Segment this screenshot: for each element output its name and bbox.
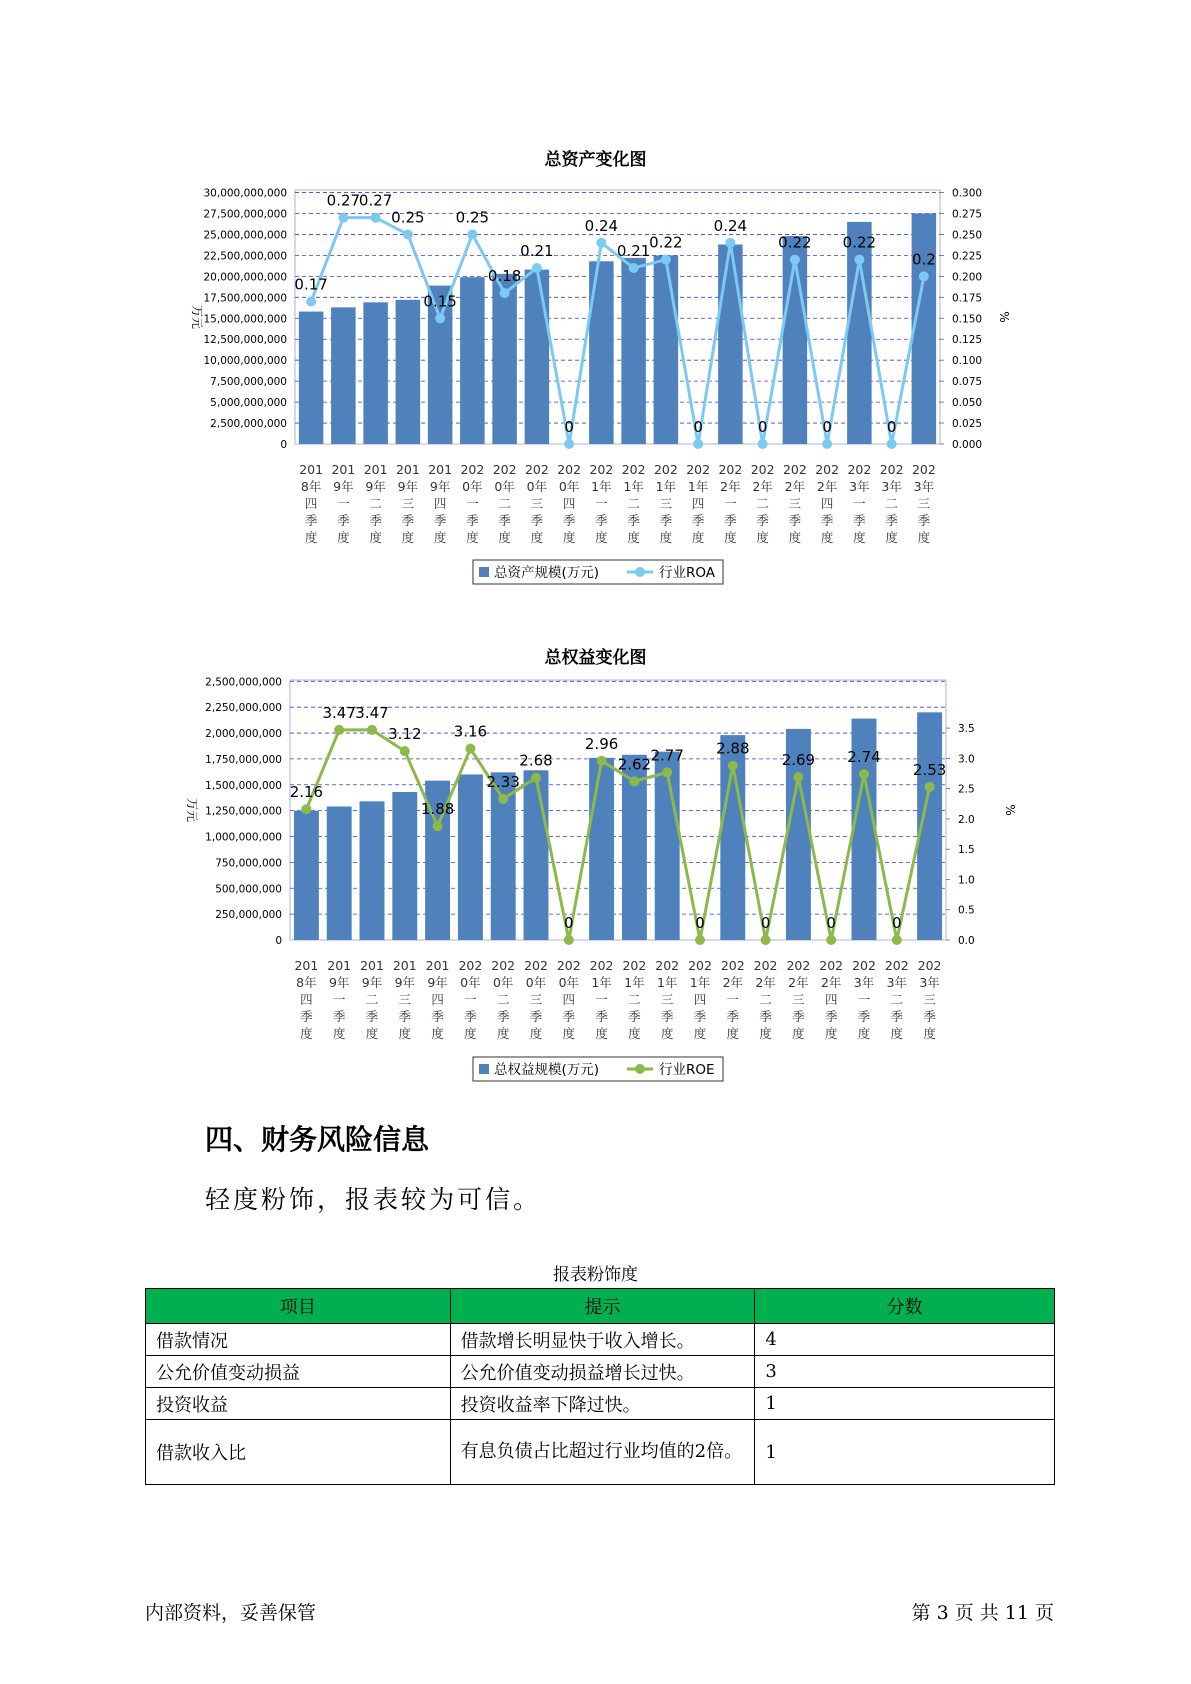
assets-y-tick-label: 0 xyxy=(280,439,287,451)
equity-x-tick-label: 202 0年一季度 xyxy=(458,958,483,1041)
header-hint: 提示 xyxy=(450,1289,755,1324)
assets-x-tick-label: 202 1年三季度 xyxy=(653,462,678,545)
assets-data-label: 0.22 xyxy=(649,233,683,252)
footer-confidential: 内部资料，妥善保管 xyxy=(145,1602,317,1624)
equity-data-label: 3.47 xyxy=(355,703,389,722)
equity-y-tick-label: 2,250,000,000 xyxy=(205,702,282,715)
assets-y2-tick-label: 0.250 xyxy=(952,229,983,242)
assets-y-tick-label: 22,500,000,000 xyxy=(203,250,287,263)
equity-y-tick-label: 500,000,000 xyxy=(215,883,282,896)
equity-y2-tick-label: 2.5 xyxy=(958,783,975,796)
equity-x-tick-label: 202 1年二季度 xyxy=(622,958,647,1041)
assets-x-tick-label: 202 3年三季度 xyxy=(911,462,936,545)
equity-line-point xyxy=(498,794,508,804)
equity-line-point xyxy=(564,935,574,945)
assets-x-tick-label: 202 1年二季度 xyxy=(621,462,646,545)
assets-y2-axis-title: % xyxy=(997,311,1011,323)
equity-data-label: 0 xyxy=(695,914,705,932)
equity-y2-tick-label: 3.5 xyxy=(958,723,975,736)
section-title: 四、财务风险信息 xyxy=(205,1123,430,1156)
equity-bar xyxy=(524,770,549,940)
footer-page-number: 第 3 页 共 11 页 xyxy=(911,1602,1054,1624)
equity-x-tick-label: 202 1年三季度 xyxy=(655,958,680,1041)
equity-data-label: 2.33 xyxy=(486,772,520,791)
equity-line-point xyxy=(367,725,377,735)
assets-data-label: 0 xyxy=(822,418,832,436)
assets-y2-tick-label: 0.275 xyxy=(952,208,983,221)
table-row xyxy=(146,1356,1055,1388)
equity-line-point xyxy=(793,772,803,782)
assets-data-label: 0.24 xyxy=(584,216,619,235)
header-item: 项目 xyxy=(146,1289,451,1324)
assets-data-label: 0.21 xyxy=(616,241,651,260)
equity-line-point xyxy=(433,821,443,831)
assets-x-tick-label: 201 8年四季度 xyxy=(299,462,324,545)
equity-y-tick-label: 1,000,000,000 xyxy=(205,831,282,844)
row-item: 公允价值变动损益 xyxy=(146,1356,451,1388)
assets-data-label: 0.17 xyxy=(294,275,328,294)
assets-x-tick-label: 201 9年三季度 xyxy=(395,462,420,545)
equity-data-label: 3.12 xyxy=(388,725,422,744)
equity-line-point xyxy=(826,935,836,945)
assets-data-label: 0.18 xyxy=(487,267,522,286)
table-header-row xyxy=(146,1289,1055,1324)
equity-legend-bar-label: 总权益规模(万元) xyxy=(494,1062,600,1078)
equity-x-tick-label: 202 0年四季度 xyxy=(556,958,581,1041)
assets-x-tick-label: 201 9年二季度 xyxy=(363,462,388,545)
equity-y-tick-label: 1,250,000,000 xyxy=(205,805,282,818)
equity-data-label: 2.16 xyxy=(289,783,324,802)
assets-y-tick-label: 15,000,000,000 xyxy=(203,313,287,326)
equity-bar xyxy=(589,758,614,940)
assets-y-tick-label: 2,500,000,000 xyxy=(210,418,287,431)
equity-y-axis-title: 万元 xyxy=(185,797,199,823)
assets-legend-line-label: 行业ROA xyxy=(659,565,716,581)
equity-x-tick-label: 202 2年二季度 xyxy=(753,958,778,1041)
equity-y2-tick-label: 0.5 xyxy=(958,904,975,917)
equity-line-point xyxy=(859,769,869,779)
assets-data-label: 0.22 xyxy=(778,233,812,252)
risk-summary: 轻度粉饰，报表较为可信。 xyxy=(205,1185,542,1214)
equity-x-tick-label: 201 8年四季度 xyxy=(294,958,319,1041)
equity-x-tick-label: 202 0年三季度 xyxy=(524,958,548,1041)
row-hint: 有息负债占比超过行业均值的2倍。 xyxy=(450,1420,755,1485)
equity-line-point xyxy=(629,776,639,786)
header-score: 分数 xyxy=(755,1289,1055,1324)
assets-x-tick-label: 202 1年四季度 xyxy=(686,462,711,545)
equity-data-label: 0 xyxy=(826,914,836,932)
row-score: 3 xyxy=(755,1356,1055,1388)
assets-y-tick-label: 20,000,000,000 xyxy=(203,271,287,284)
equity-line-point xyxy=(728,761,738,771)
assets-y-tick-label: 17,500,000,000 xyxy=(203,292,287,305)
assets-y2-tick-label: 0.100 xyxy=(952,355,983,368)
equity-data-label: 2.53 xyxy=(912,760,947,779)
equity-data-label: 2.68 xyxy=(519,751,553,770)
assets-x-tick-label: 201 9年一季度 xyxy=(331,462,356,545)
assets-x-tick-label: 202 3年一季度 xyxy=(847,462,872,545)
assets-y-tick-label: 5,000,000,000 xyxy=(210,397,287,410)
equity-bar xyxy=(458,774,483,940)
equity-data-label: 2.77 xyxy=(650,746,684,765)
row-score: 1 xyxy=(755,1388,1055,1420)
equity-line-point xyxy=(695,935,705,945)
equity-line-point xyxy=(334,725,344,735)
assets-data-label: 0.27 xyxy=(326,191,361,210)
equity-bar xyxy=(360,801,385,940)
equity-data-label: 3.16 xyxy=(453,722,488,741)
equity-x-tick-label: 202 3年二季度 xyxy=(884,958,909,1041)
equity-line-point xyxy=(892,935,902,945)
row-score: 1 xyxy=(755,1420,1055,1485)
risk-table xyxy=(145,1288,1055,1485)
equity-y-tick-label: 1,500,000,000 xyxy=(205,779,282,792)
equity-data-label: 2.96 xyxy=(584,734,619,753)
assets-x-tick-label: 201 9年四季度 xyxy=(428,462,453,545)
assets-x-tick-label: 202 0年二季度 xyxy=(492,462,517,545)
assets-y2-tick-label: 0.200 xyxy=(952,271,983,284)
equity-y2-tick-label: 2.0 xyxy=(958,813,975,826)
assets-y-tick-label: 12,500,000,000 xyxy=(203,334,287,347)
row-item: 借款情况 xyxy=(146,1324,451,1356)
assets-y-tick-label: 10,000,000,000 xyxy=(203,355,287,368)
equity-bar xyxy=(294,811,319,940)
assets-y2-tick-label: 0.225 xyxy=(952,250,983,263)
assets-y2-tick-label: 0.075 xyxy=(952,376,983,389)
assets-y2-tick-label: 0.025 xyxy=(952,418,983,431)
assets-y-tick-label: 27,500,000,000 xyxy=(203,208,287,221)
assets-y2-tick-label: 0.300 xyxy=(952,187,983,200)
assets-data-label: 0.27 xyxy=(358,191,393,210)
row-item: 投资收益 xyxy=(146,1388,451,1420)
equity-data-label: 2.62 xyxy=(617,755,652,774)
equity-line-point xyxy=(465,744,475,754)
assets-data-label: 0.2 xyxy=(911,250,936,269)
table-row xyxy=(146,1324,1055,1356)
equity-y2-tick-label: 0.0 xyxy=(958,935,975,947)
equity-line-point xyxy=(400,746,410,756)
assets-y2-tick-label: 0.125 xyxy=(952,334,983,347)
equity-line-point xyxy=(662,767,672,777)
equity-y-tick-label: 750,000,000 xyxy=(215,857,282,870)
assets-data-label: 0 xyxy=(693,418,703,436)
equity-y-tick-label: 250,000,000 xyxy=(215,909,282,922)
equity-legend-bar-swatch xyxy=(479,1064,489,1074)
equity-x-tick-label: 202 2年四季度 xyxy=(819,958,844,1041)
table-row xyxy=(146,1388,1055,1420)
assets-y2-tick-label: 0.000 xyxy=(952,439,983,451)
equity-bar xyxy=(327,807,352,940)
equity-x-tick-label: 201 9年二季度 xyxy=(360,958,384,1041)
assets-x-tick-label: 202 2年四季度 xyxy=(815,462,840,545)
equity-y2-tick-label: 1.5 xyxy=(958,844,975,857)
assets-data-label: 0 xyxy=(757,418,768,436)
equity-data-label: 2.69 xyxy=(781,751,816,770)
equity-x-tick-label: 201 9年四季度 xyxy=(425,958,450,1041)
assets-data-label: 0.22 xyxy=(842,233,877,252)
equity-y-tick-label: 2,000,000,000 xyxy=(205,728,282,741)
row-score: 4 xyxy=(755,1324,1055,1356)
row-hint: 投资收益率下降过快。 xyxy=(450,1388,755,1420)
equity-data-label: 0 xyxy=(564,914,574,932)
row-hint: 公允价值变动损益增长过快。 xyxy=(450,1356,755,1388)
assets-y2-tick-label: 0.175 xyxy=(952,292,983,305)
equity-y-tick-label: 0 xyxy=(275,935,282,947)
equity-data-label: 3.47 xyxy=(322,703,356,722)
equity-data-label: 2.88 xyxy=(716,739,750,758)
equity-y2-axis-title: % xyxy=(1003,804,1017,816)
equity-bar xyxy=(392,792,417,940)
equity-x-tick-label: 201 9年三季度 xyxy=(392,958,417,1041)
assets-y-tick-label: 7,500,000,000 xyxy=(210,376,287,389)
assets-data-label: 0.24 xyxy=(713,216,748,235)
assets-x-tick-label: 202 2年三季度 xyxy=(782,462,807,545)
assets-chart-title: 总资产变化图 xyxy=(544,150,647,170)
assets-data-label: 0.25 xyxy=(455,208,490,227)
equity-data-label: 2.74 xyxy=(847,748,881,767)
equity-y-tick-label: 2,500,000,000 xyxy=(205,676,282,689)
assets-data-label: 0 xyxy=(564,418,574,436)
equity-x-tick-label: 202 0年二季度 xyxy=(491,958,516,1041)
assets-data-label: 0.15 xyxy=(423,292,457,311)
table-caption: 报表粉饰度 xyxy=(553,1265,638,1285)
equity-y-tick-label: 1,750,000,000 xyxy=(205,753,282,766)
assets-data-label: 0.21 xyxy=(520,241,554,260)
assets-x-tick-label: 202 1年一季度 xyxy=(589,462,614,545)
equity-line-point xyxy=(301,804,311,814)
equity-legend-line-label: 行业ROE xyxy=(659,1062,715,1078)
equity-data-label: 0 xyxy=(892,914,902,932)
table-row xyxy=(146,1420,1055,1485)
equity-x-tick-label: 202 2年三季度 xyxy=(786,958,811,1041)
equity-y2-tick-label: 3.0 xyxy=(958,753,975,766)
equity-data-label: 1.88 xyxy=(420,800,455,819)
row-hint: 借款增长明显快于收入增长。 xyxy=(450,1324,755,1356)
assets-x-tick-label: 202 0年三季度 xyxy=(524,462,549,545)
assets-x-tick-label: 202 2年一季度 xyxy=(718,462,743,545)
equity-line-point xyxy=(597,756,607,766)
assets-x-tick-label: 202 2年二季度 xyxy=(750,462,775,545)
equity-x-tick-label: 202 2年一季度 xyxy=(720,958,745,1041)
assets-x-tick-label: 202 0年四季度 xyxy=(557,462,582,545)
assets-data-label: 0 xyxy=(886,418,897,436)
equity-chart-title: 总权益变化图 xyxy=(544,648,647,668)
equity-data-label: 0 xyxy=(760,914,771,932)
equity-line-point xyxy=(761,935,771,945)
assets-data-label: 0.25 xyxy=(391,208,425,227)
equity-x-tick-label: 202 3年一季度 xyxy=(852,958,876,1041)
assets-y2-tick-label: 0.050 xyxy=(952,397,983,410)
equity-x-tick-label: 202 1年一季度 xyxy=(589,958,614,1041)
assets-x-tick-label: 202 3年二季度 xyxy=(879,462,904,545)
assets-legend-bar-label: 总资产规模(万元) xyxy=(494,565,600,581)
assets-x-tick-label: 202 0年一季度 xyxy=(460,462,485,545)
equity-line-point xyxy=(531,773,541,783)
assets-y2-tick-label: 0.150 xyxy=(952,313,983,326)
equity-legend-line-marker xyxy=(635,1064,645,1074)
equity-y2-tick-label: 1.0 xyxy=(958,874,975,887)
equity-x-tick-label: 202 3年三季度 xyxy=(917,958,942,1041)
row-item: 借款收入比 xyxy=(146,1420,451,1485)
equity-x-tick-label: 202 1年四季度 xyxy=(688,958,712,1041)
equity-line-point xyxy=(925,782,935,792)
assets-y-tick-label: 25,000,000,000 xyxy=(203,229,287,242)
assets-y-axis-title: 万元 xyxy=(190,304,204,330)
equity-x-tick-label: 201 9年一季度 xyxy=(327,958,352,1041)
assets-y-tick-label: 30,000,000,000 xyxy=(203,187,287,200)
